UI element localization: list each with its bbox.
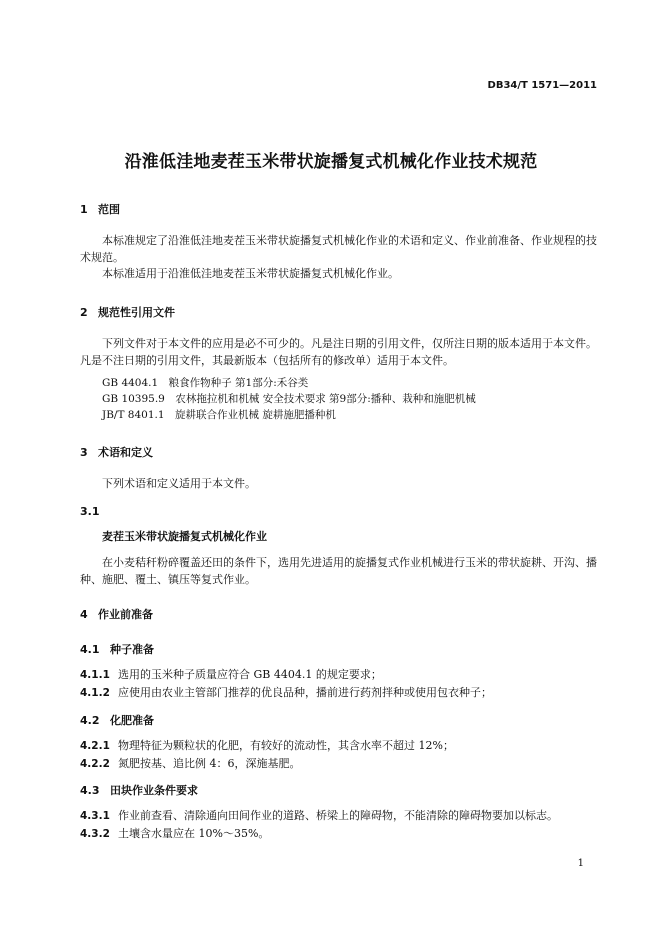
clause-number: 4.1.1 — [80, 669, 110, 681]
clause-4-1-2 — [80, 684, 492, 700]
clause-4-2-2 — [80, 755, 301, 771]
clause-text: 选用的玉米种子质量应符合 GB 4404.1 的规定要求； — [118, 668, 382, 681]
document-title: 沿淮低洼地麦茬玉米带状旋播复式机械化作业技术规范 — [124, 152, 538, 172]
reference-1: GB 4404.1 粮食作物种子 第1部分:禾谷类 — [102, 377, 309, 389]
clause-4-3-1 — [80, 807, 558, 823]
section-1-paragraph-1: 本标准规定了沿淮低洼地麦茬玉米带状旋播复式机械化作业的术语和定义、作业前准备、作业规程的技术规范。 — [80, 234, 597, 264]
section-1-paragraph-2: 本标准适用于沿淮低洼地麦茬玉米带状旋播复式机械化作业。 — [102, 267, 399, 280]
clause-text: 土壤含水量应在 10%～35%。 — [118, 827, 270, 840]
reference-3: JB/T 8401.1 旋耕联合作业机械 旋耕施肥播种机 — [102, 409, 336, 421]
clause-text: 氮肥按基、追比例 4：6，深施基肥。 — [118, 757, 301, 770]
clause-text: 作业前查看、清除通向田间作业的道路、桥梁上的障碍物，不能清除的障碍物要加以标志。 — [118, 809, 558, 822]
document-code: DB34/T 1571—2011 — [487, 80, 597, 91]
clause-number: 4.3.1 — [80, 810, 110, 822]
subsection-3-1-number: 3.1 — [80, 505, 100, 518]
section-number: 4 — [80, 608, 88, 621]
term-definition: 在小麦秸秆粉碎覆盖还田的条件下，选用先进适用的旋播复式作业机械进行玉米的带状旋耕、开沟、播种、施肥、覆土、镇压等复式作业。 — [80, 556, 597, 586]
clause-number: 4.1.2 — [80, 687, 110, 699]
subsection-4-2-heading — [80, 712, 154, 728]
reference-2: GB 10395.9 农林拖拉机和机械 安全技术要求 第9部分:播种、栽种和施肥机械 — [102, 393, 476, 405]
section-4-heading — [80, 606, 153, 622]
subsection-number: 4.2 — [80, 714, 100, 727]
clause-4-2-1 — [80, 737, 454, 753]
section-title: 规范性引用文件 — [98, 306, 175, 319]
section-title: 作业前准备 — [98, 608, 153, 621]
section-2-paragraph: 下列文件对于本文件的应用是必不可少的。凡是注日期的引用文件，仅所注日期的版本适用于本文件。凡是不注日期的引用文件，其最新版本（包括所有的修改单）适用于本文件。 — [80, 337, 597, 367]
section-1-heading — [80, 201, 120, 217]
clause-4-1-1 — [80, 666, 382, 682]
section-number: 3 — [80, 446, 88, 459]
section-number: 2 — [80, 306, 88, 319]
section-title: 术语和定义 — [98, 446, 153, 459]
page-number: 1 — [577, 858, 584, 869]
clause-4-3-2 — [80, 825, 269, 841]
clause-text: 物理特征为颗粒状的化肥，有较好的流动性，其含水率不超过 12%； — [118, 739, 454, 752]
subsection-title: 化肥准备 — [110, 714, 154, 727]
clause-text: 应使用由农业主管部门推荐的优良品种，播前进行药剂拌种或使用包衣种子； — [118, 686, 492, 699]
clause-number: 4.3.2 — [80, 828, 110, 840]
section-3-paragraph: 下列术语和定义适用于本文件。 — [102, 477, 256, 490]
subsection-title: 种子准备 — [110, 643, 154, 656]
clause-number: 4.2.1 — [80, 740, 110, 752]
subsection-number: 4.3 — [80, 784, 100, 797]
section-3-heading — [80, 444, 153, 460]
section-number: 1 — [80, 203, 88, 216]
section-2-heading — [80, 304, 175, 320]
subsection-number: 4.1 — [80, 643, 100, 656]
subsection-4-3-heading — [80, 782, 198, 798]
subsection-title: 田块作业条件要求 — [110, 784, 198, 797]
section-title: 范围 — [98, 203, 120, 216]
clause-number: 4.2.2 — [80, 758, 110, 770]
term-heading: 麦茬玉米带状旋播复式机械化作业 — [102, 530, 267, 543]
subsection-4-1-heading — [80, 641, 154, 657]
